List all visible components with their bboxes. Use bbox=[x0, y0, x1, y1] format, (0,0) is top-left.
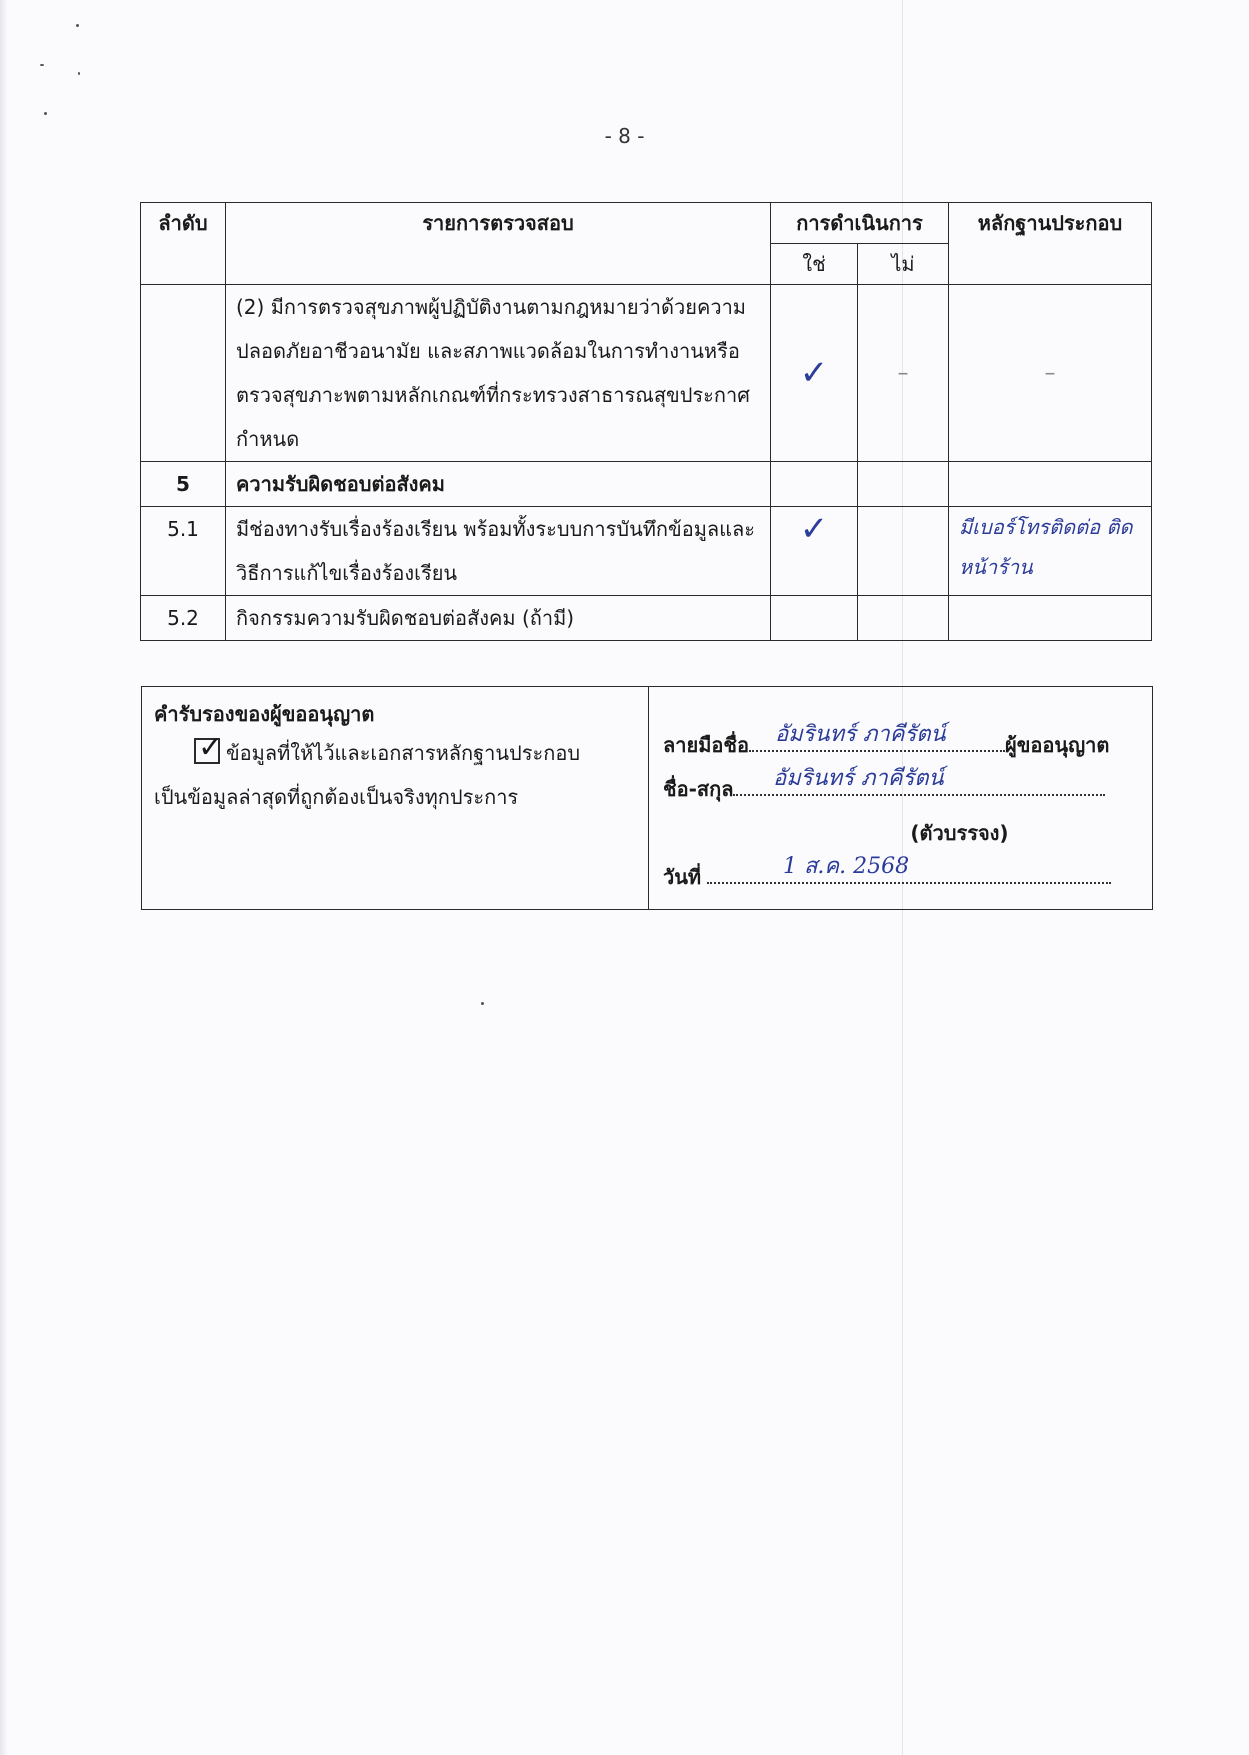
row-item-text: กิจกรรมความรับผิดชอบต่อสังคม (ถ้ามี) bbox=[226, 596, 771, 641]
row-seq: 5.2 bbox=[141, 596, 226, 641]
print-label: (ตัวบรรจง) bbox=[910, 821, 1009, 845]
table-row bbox=[141, 507, 1152, 596]
no-cell bbox=[858, 285, 949, 462]
table-row bbox=[141, 285, 1152, 462]
header-yes: ใช่ bbox=[771, 244, 858, 285]
name-row bbox=[663, 767, 1136, 811]
no-cell bbox=[858, 596, 949, 641]
header-action: การดำเนินการ bbox=[771, 203, 949, 244]
date-label: วันที่ bbox=[663, 865, 702, 889]
table-row bbox=[141, 596, 1152, 641]
date-handwritten: 1 ส.ค. 2568 bbox=[783, 854, 910, 879]
evidence-cell bbox=[949, 285, 1152, 462]
evidence-cell bbox=[949, 462, 1152, 507]
dash-mark: – bbox=[897, 360, 909, 386]
table-row bbox=[141, 462, 1152, 507]
no-cell bbox=[858, 507, 949, 596]
evidence-dash: – bbox=[1044, 360, 1056, 386]
name-handwritten: อัมรินทร์ ภาคีรัตน์ bbox=[773, 766, 944, 791]
yes-cell bbox=[771, 285, 858, 462]
evidence-handwritten: มีเบอร์โทรติดต่อ ติดหน้าร้าน bbox=[949, 507, 1152, 596]
row-seq: 5.1 bbox=[141, 507, 226, 596]
signature-handwritten: อัมรินทร์ ภาคีรัตน์ bbox=[775, 722, 946, 747]
checkbox-check-icon: ✓ bbox=[198, 730, 224, 765]
statement-line2: เป็นข้อมูลล่าสุดที่ถูกต้องเป็นจริงทุกประการ bbox=[154, 785, 519, 809]
scan-speck bbox=[76, 24, 79, 27]
date-dots bbox=[707, 868, 1111, 884]
checklist-table bbox=[140, 202, 1152, 641]
header-item: รายการตรวจสอบ bbox=[226, 203, 771, 285]
row-item-text: มีช่องทางรับเรื่องร้องเรียน พร้อมทั้งระบบการบันทึกข้อมูลและวิธีการแก้ไขเรื่องร้องเรียน bbox=[226, 507, 771, 596]
signature-suffix: ผู้ขออนุญาต bbox=[1005, 733, 1110, 757]
header-no: ไม่ bbox=[858, 244, 949, 285]
statement-line1: ข้อมูลที่ให้ไว้และเอกสารหลักฐานประกอบ bbox=[226, 741, 581, 765]
scan-speck bbox=[78, 72, 80, 75]
statement-line bbox=[154, 731, 636, 775]
certification-title: คำรับรองของผู้ขออนุญาต bbox=[154, 702, 375, 726]
scan-speck bbox=[481, 1002, 484, 1005]
name-label: ชื่อ-สกุล bbox=[663, 777, 734, 801]
page-number: - 8 - bbox=[604, 124, 645, 148]
scan-edge-shadow bbox=[0, 0, 8, 1755]
row-section-title: ความรับผิดชอบต่อสังคม bbox=[226, 462, 771, 507]
yes-cell bbox=[771, 596, 858, 641]
row-item-text: (2) มีการตรวจสุขภาพผู้ปฏิบัติงานตามกฎหมายว่าด้วยความปลอดภัยอาชีวอนามัย และสภาพแวดล้อมในการทำงานหรือตรวจสุขภาะพตามหลักเกณฑ์ที่กระทรวงสาธารณสุขประกาศกำหนด bbox=[226, 285, 771, 462]
yes-cell bbox=[771, 507, 858, 596]
scan-speck bbox=[44, 112, 47, 115]
row-seq bbox=[141, 285, 226, 462]
certify-checkbox[interactable] bbox=[194, 730, 224, 765]
certification-statement bbox=[142, 687, 649, 909]
yes-cell bbox=[771, 462, 858, 507]
row-seq: 5 bbox=[141, 462, 226, 507]
date-row bbox=[663, 855, 1136, 899]
signature-block bbox=[649, 687, 1152, 909]
header-seq: ลำดับ bbox=[141, 203, 226, 285]
evidence-cell bbox=[949, 596, 1152, 641]
no-cell bbox=[858, 462, 949, 507]
check-mark-icon: ✓ bbox=[799, 353, 829, 393]
header-evidence: หลักฐานประกอบ bbox=[949, 203, 1152, 285]
check-mark-icon: ✓ bbox=[799, 509, 829, 549]
scan-speck bbox=[40, 64, 44, 66]
certification-box bbox=[141, 686, 1153, 910]
signature-label: ลายมือชื่อ bbox=[663, 733, 749, 757]
